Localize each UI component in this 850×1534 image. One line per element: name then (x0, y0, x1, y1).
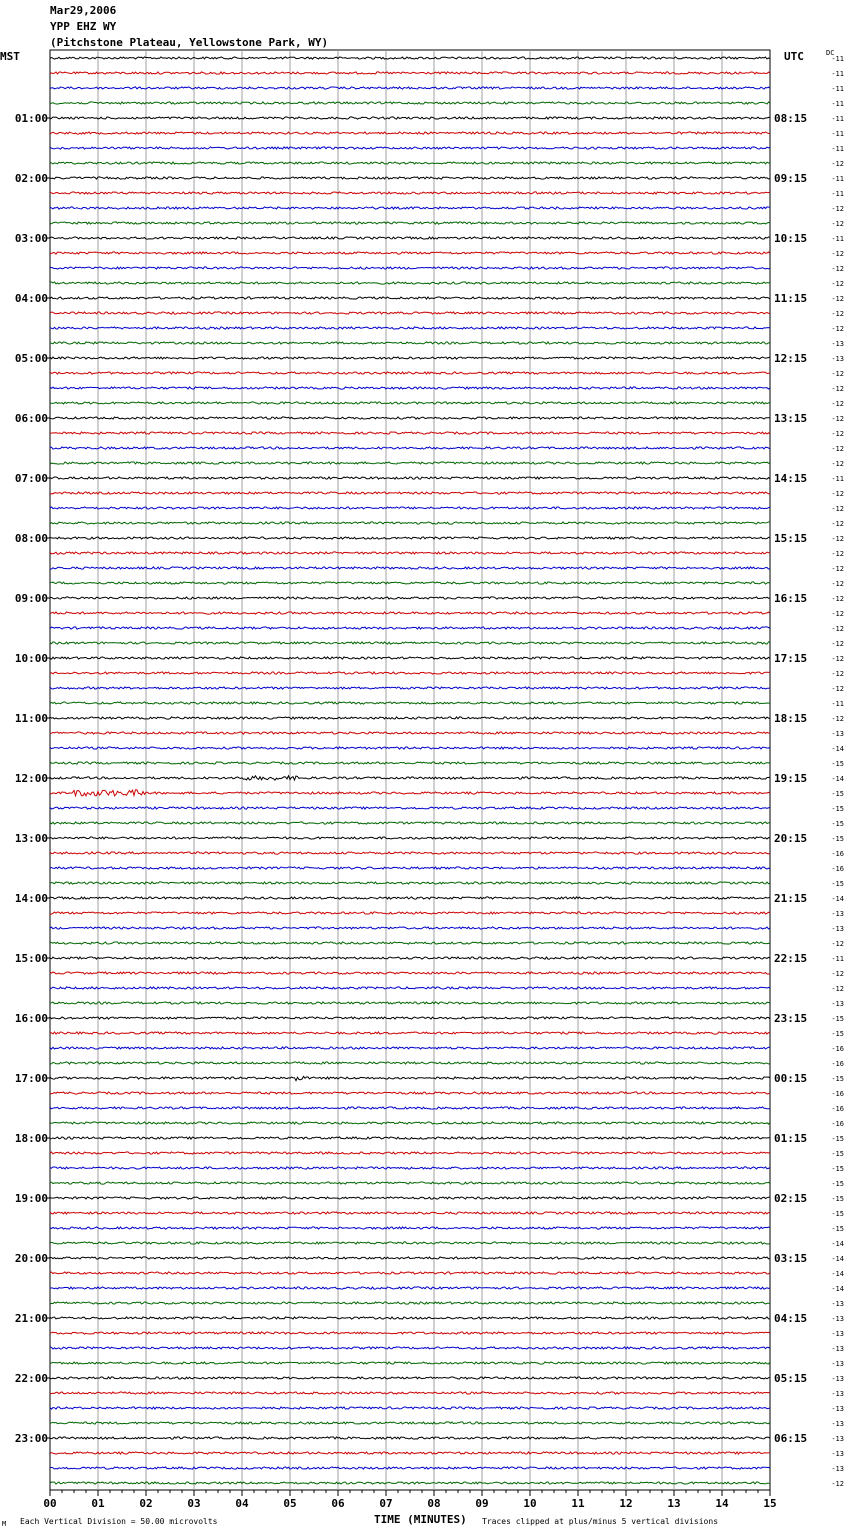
dc-offset-value: -15 (831, 805, 844, 813)
trace-34 (50, 567, 770, 569)
dc-offset-value: -11 (831, 475, 844, 483)
dc-offset-value: -11 (831, 55, 844, 63)
trace-91 (50, 1422, 770, 1424)
x-tick-label: 02 (139, 1497, 153, 1510)
dc-offset-value: -12 (831, 535, 844, 543)
trace-57 (50, 912, 770, 914)
left-hour-label: 01:00 (14, 112, 48, 125)
trace-71 (50, 1122, 770, 1124)
left-hour-label: 13:00 (14, 832, 48, 845)
station-location: (Pitchstone Plateau, Yellowstone Park, WY) (50, 36, 329, 49)
dc-offset-value: -15 (831, 820, 844, 828)
dc-offset-value: -14 (831, 1240, 844, 1248)
dc-offset-value: -12 (831, 940, 844, 948)
left-hour-label: 17:00 (14, 1072, 48, 1085)
dc-offset-value: -11 (831, 955, 844, 963)
dc-offset-value: -13 (831, 1450, 844, 1458)
dc-offset-value: -13 (831, 1330, 844, 1338)
clip-note: Traces clipped at plus/minus 5 vertical divisions (482, 1517, 719, 1526)
trace-54 (50, 867, 770, 869)
x-tick-label: 12 (619, 1497, 633, 1510)
dc-offset-value: -14 (831, 745, 844, 753)
dc-offset-value: -12 (831, 460, 844, 468)
trace-52 (50, 837, 770, 839)
trace-22 (50, 387, 770, 389)
trace-88 (50, 1377, 770, 1379)
right-hour-label: 18:15 (774, 712, 808, 725)
right-hour-label: 03:15 (774, 1252, 808, 1265)
trace-13 (50, 252, 770, 254)
dc-offset-value: -12 (831, 385, 844, 393)
dc-offset-value: -12 (831, 295, 844, 303)
dc-offset-value: -16 (831, 1120, 844, 1128)
trace-49 (50, 790, 770, 796)
trace-39 (50, 642, 770, 644)
dc-offset-value: -15 (831, 880, 844, 888)
dc-offset-value: -14 (831, 895, 844, 903)
dc-offset-value: -12 (831, 625, 844, 633)
trace-26 (50, 447, 770, 449)
trace-50 (50, 807, 770, 809)
scale-note: Each Vertical Division = 50.00 microvolts (20, 1517, 218, 1526)
right-hour-label: 13:15 (774, 412, 808, 425)
x-tick-label: 10 (523, 1497, 537, 1510)
dc-offset-value: -13 (831, 925, 844, 933)
dc-offset-value: -12 (831, 595, 844, 603)
trace-47 (50, 762, 770, 764)
dc-offset-value: -11 (831, 190, 844, 198)
trace-12 (50, 237, 770, 239)
dc-offset-value: -12 (831, 205, 844, 213)
dc-offset-value: -15 (831, 1135, 844, 1143)
right-hour-label: 09:15 (774, 172, 808, 185)
trace-43 (50, 702, 770, 704)
trace-80 (50, 1257, 770, 1259)
dc-offset-value: -12 (831, 715, 844, 723)
right-hour-label: 17:15 (774, 652, 808, 665)
trace-27 (50, 462, 770, 464)
dc-offset-value: -15 (831, 1195, 844, 1203)
dc-offset-value: -11 (831, 70, 844, 78)
trace-78 (50, 1227, 770, 1229)
left-timezone-label: MST (0, 50, 20, 63)
dc-offset-value: -12 (831, 610, 844, 618)
trace-82 (50, 1287, 770, 1289)
right-hour-label: 00:15 (774, 1072, 808, 1085)
trace-42 (50, 687, 770, 689)
left-hour-label: 14:00 (14, 892, 48, 905)
trace-44 (50, 717, 770, 719)
trace-18 (50, 327, 770, 329)
left-hour-label: 20:00 (14, 1252, 48, 1265)
trace-2 (50, 87, 770, 89)
x-tick-label: 06 (331, 1497, 345, 1510)
trace-93 (50, 1452, 770, 1454)
dc-offset-value: -12 (831, 1480, 844, 1488)
dc-offset-value: -15 (831, 1180, 844, 1188)
trace-62 (50, 987, 770, 989)
trace-64 (50, 1017, 770, 1019)
dc-offset-value: -12 (831, 265, 844, 273)
dc-offset-value: -13 (831, 1465, 844, 1473)
trace-70 (50, 1107, 770, 1109)
left-hour-label: 22:00 (14, 1372, 48, 1385)
left-hour-label: 23:00 (14, 1432, 48, 1445)
dc-offset-value: -11 (831, 700, 844, 708)
dc-offset-value: -12 (831, 685, 844, 693)
trace-55 (50, 882, 770, 884)
trace-35 (50, 582, 770, 584)
trace-66 (50, 1047, 770, 1049)
trace-73 (50, 1152, 770, 1154)
trace-90 (50, 1407, 770, 1409)
trace-16 (50, 297, 770, 299)
trace-85 (50, 1332, 770, 1334)
dc-offset-value: -13 (831, 1405, 844, 1413)
trace-19 (50, 342, 770, 344)
x-tick-label: 11 (571, 1497, 585, 1510)
trace-14 (50, 267, 770, 269)
trace-4 (50, 117, 770, 119)
dc-offset-value: -16 (831, 1105, 844, 1113)
trace-84 (50, 1317, 770, 1319)
left-hour-label: 12:00 (14, 772, 48, 785)
trace-25 (50, 432, 770, 434)
dc-offset-value: -12 (831, 490, 844, 498)
left-hour-label: 19:00 (14, 1192, 48, 1205)
trace-60 (50, 957, 770, 959)
dc-offset-value: -16 (831, 1090, 844, 1098)
corner-mark: M (2, 1520, 7, 1528)
x-tick-label: 07 (379, 1497, 393, 1510)
dc-offset-value: -12 (831, 160, 844, 168)
right-hour-label: 01:15 (774, 1132, 808, 1145)
dc-offset-value: -13 (831, 910, 844, 918)
trace-20 (50, 357, 770, 359)
trace-37 (50, 612, 770, 614)
trace-33 (50, 552, 770, 554)
trace-46 (50, 747, 770, 749)
x-tick-label: 08 (427, 1497, 441, 1510)
dc-offset-value: -13 (831, 1375, 844, 1383)
dc-offset-value: -12 (831, 280, 844, 288)
right-hour-label: 16:15 (774, 592, 808, 605)
dc-offset-value: -15 (831, 1015, 844, 1023)
trace-68 (50, 1076, 770, 1080)
dc-offset-value: -13 (831, 340, 844, 348)
trace-10 (50, 207, 770, 209)
trace-36 (50, 597, 770, 599)
dc-offset-value: -12 (831, 670, 844, 678)
trace-1 (50, 72, 770, 74)
right-hour-label: 19:15 (774, 772, 808, 785)
left-hour-label: 03:00 (14, 232, 48, 245)
trace-29 (50, 492, 770, 494)
left-hour-label: 06:00 (14, 412, 48, 425)
plot-date: Mar29,2006 (50, 4, 117, 17)
dc-offset-value: -12 (831, 565, 844, 573)
right-hour-label: 11:15 (774, 292, 808, 305)
right-hour-label: 15:15 (774, 532, 808, 545)
right-hour-label: 20:15 (774, 832, 808, 845)
dc-offset-value: -12 (831, 250, 844, 258)
x-tick-label: 01 (91, 1497, 105, 1510)
dc-offset-value: -14 (831, 775, 844, 783)
trace-38 (50, 627, 770, 629)
trace-95 (50, 1482, 770, 1484)
dc-offset-value: -12 (831, 640, 844, 648)
trace-94 (50, 1467, 770, 1469)
x-axis-title: TIME (MINUTES) (374, 1513, 467, 1526)
x-tick-label: 13 (667, 1497, 681, 1510)
dc-offset-value: -14 (831, 1270, 844, 1278)
left-hour-label: 09:00 (14, 592, 48, 605)
trace-30 (50, 507, 770, 509)
trace-17 (50, 312, 770, 314)
trace-6 (50, 147, 770, 149)
dc-offset-value: -12 (831, 520, 844, 528)
right-hour-label: 06:15 (774, 1432, 808, 1445)
right-hour-label: 12:15 (774, 352, 808, 365)
dc-offset-value: -13 (831, 1390, 844, 1398)
trace-32 (50, 537, 770, 539)
trace-28 (50, 477, 770, 479)
x-tick-label: 03 (187, 1497, 201, 1510)
dc-offset-value: -11 (831, 175, 844, 183)
dc-offset-value: -14 (831, 1285, 844, 1293)
left-hour-label: 11:00 (14, 712, 48, 725)
dc-offset-value: -15 (831, 790, 844, 798)
trace-81 (50, 1272, 770, 1274)
trace-63 (50, 1002, 770, 1004)
dc-offset-value: -12 (831, 655, 844, 663)
dc-offset-value: -12 (831, 370, 844, 378)
left-hour-label: 07:00 (14, 472, 48, 485)
dc-offset-value: -11 (831, 130, 844, 138)
dc-offset-value: -13 (831, 355, 844, 363)
trace-3 (50, 102, 770, 104)
trace-76 (50, 1197, 770, 1199)
x-tick-label: 15 (763, 1497, 777, 1510)
right-hour-label: 23:15 (774, 1012, 808, 1025)
left-hour-label: 02:00 (14, 172, 48, 185)
trace-59 (50, 942, 770, 944)
right-timezone-label: UTC (784, 50, 804, 63)
right-hour-label: 02:15 (774, 1192, 808, 1205)
dc-offset-header: DC (826, 49, 835, 57)
left-hour-label: 10:00 (14, 652, 48, 665)
left-hour-label: 15:00 (14, 952, 48, 965)
dc-offset-value: -12 (831, 430, 844, 438)
x-tick-label: 14 (715, 1497, 729, 1510)
dc-offset-value: -13 (831, 1360, 844, 1368)
x-tick-label: 09 (475, 1497, 489, 1510)
dc-offset-value: -15 (831, 1030, 844, 1038)
dc-offset-value: -15 (831, 835, 844, 843)
trace-31 (50, 522, 770, 524)
trace-5 (50, 132, 770, 134)
dc-offset-value: -12 (831, 445, 844, 453)
dc-offset-value: -12 (831, 985, 844, 993)
dc-offset-value: -12 (831, 580, 844, 588)
dc-offset-value: -16 (831, 1045, 844, 1053)
dc-offset-value: -16 (831, 865, 844, 873)
trace-92 (50, 1437, 770, 1439)
dc-offset-value: -15 (831, 1225, 844, 1233)
trace-9 (50, 192, 770, 194)
x-tick-label: 05 (283, 1497, 297, 1510)
dc-offset-value: -12 (831, 220, 844, 228)
dc-offset-value: -11 (831, 100, 844, 108)
trace-86 (50, 1347, 770, 1349)
trace-56 (50, 897, 770, 899)
trace-87 (50, 1362, 770, 1364)
trace-69 (50, 1092, 770, 1094)
dc-offset-value: -11 (831, 115, 844, 123)
trace-7 (50, 162, 770, 164)
x-tick-label: 00 (43, 1497, 57, 1510)
dc-offset-value: -15 (831, 1150, 844, 1158)
trace-48 (50, 776, 770, 780)
dc-offset-value: -13 (831, 1435, 844, 1443)
trace-0 (50, 57, 770, 59)
dc-offset-value: -16 (831, 850, 844, 858)
trace-65 (50, 1032, 770, 1034)
left-hour-label: 16:00 (14, 1012, 48, 1025)
dc-offset-value: -13 (831, 1315, 844, 1323)
left-hour-label: 08:00 (14, 532, 48, 545)
trace-41 (50, 672, 770, 674)
trace-51 (50, 822, 770, 824)
dc-offset-value: -12 (831, 325, 844, 333)
dc-offset-value: -11 (831, 145, 844, 153)
trace-15 (50, 282, 770, 284)
trace-74 (50, 1167, 770, 1169)
left-hour-label: 21:00 (14, 1312, 48, 1325)
trace-53 (50, 852, 770, 854)
trace-61 (50, 972, 770, 974)
trace-21 (50, 372, 770, 374)
left-hour-label: 04:00 (14, 292, 48, 305)
dc-offset-value: -13 (831, 1000, 844, 1008)
right-hour-label: 08:15 (774, 112, 808, 125)
dc-offset-value: -11 (831, 85, 844, 93)
dc-offset-value: -12 (831, 400, 844, 408)
dc-offset-value: -12 (831, 970, 844, 978)
trace-11 (50, 222, 770, 224)
dc-offset-value: -13 (831, 1420, 844, 1428)
dc-offset-value: -15 (831, 1210, 844, 1218)
trace-58 (50, 927, 770, 929)
trace-72 (50, 1137, 770, 1139)
trace-40 (50, 657, 770, 659)
x-tick-label: 04 (235, 1497, 249, 1510)
trace-24 (50, 417, 770, 419)
dc-offset-value: -15 (831, 1165, 844, 1173)
trace-79 (50, 1242, 770, 1244)
dc-offset-value: -13 (831, 730, 844, 738)
right-hour-label: 04:15 (774, 1312, 808, 1325)
dc-offset-value: -13 (831, 1345, 844, 1353)
trace-83 (50, 1302, 770, 1304)
right-hour-label: 21:15 (774, 892, 808, 905)
plot-frame (50, 50, 770, 1490)
dc-offset-value: -12 (831, 505, 844, 513)
right-hour-label: 22:15 (774, 952, 808, 965)
dc-offset-value: -16 (831, 1060, 844, 1068)
dc-offset-value: -15 (831, 760, 844, 768)
trace-8 (50, 177, 770, 179)
trace-45 (50, 732, 770, 734)
trace-23 (50, 402, 770, 404)
dc-offset-value: -12 (831, 310, 844, 318)
dc-offset-value: -14 (831, 1255, 844, 1263)
trace-67 (50, 1062, 770, 1064)
right-hour-label: 05:15 (774, 1372, 808, 1385)
trace-89 (50, 1392, 770, 1394)
right-hour-label: 10:15 (774, 232, 808, 245)
left-hour-label: 18:00 (14, 1132, 48, 1145)
dc-offset-value: -13 (831, 1300, 844, 1308)
dc-offset-value: -11 (831, 235, 844, 243)
dc-offset-value: -12 (831, 550, 844, 558)
trace-75 (50, 1182, 770, 1184)
station-code: YPP EHZ WY (50, 20, 117, 33)
dc-offset-value: -12 (831, 415, 844, 423)
trace-77 (50, 1212, 770, 1214)
right-hour-label: 14:15 (774, 472, 808, 485)
left-hour-label: 05:00 (14, 352, 48, 365)
dc-offset-value: -15 (831, 1075, 844, 1083)
